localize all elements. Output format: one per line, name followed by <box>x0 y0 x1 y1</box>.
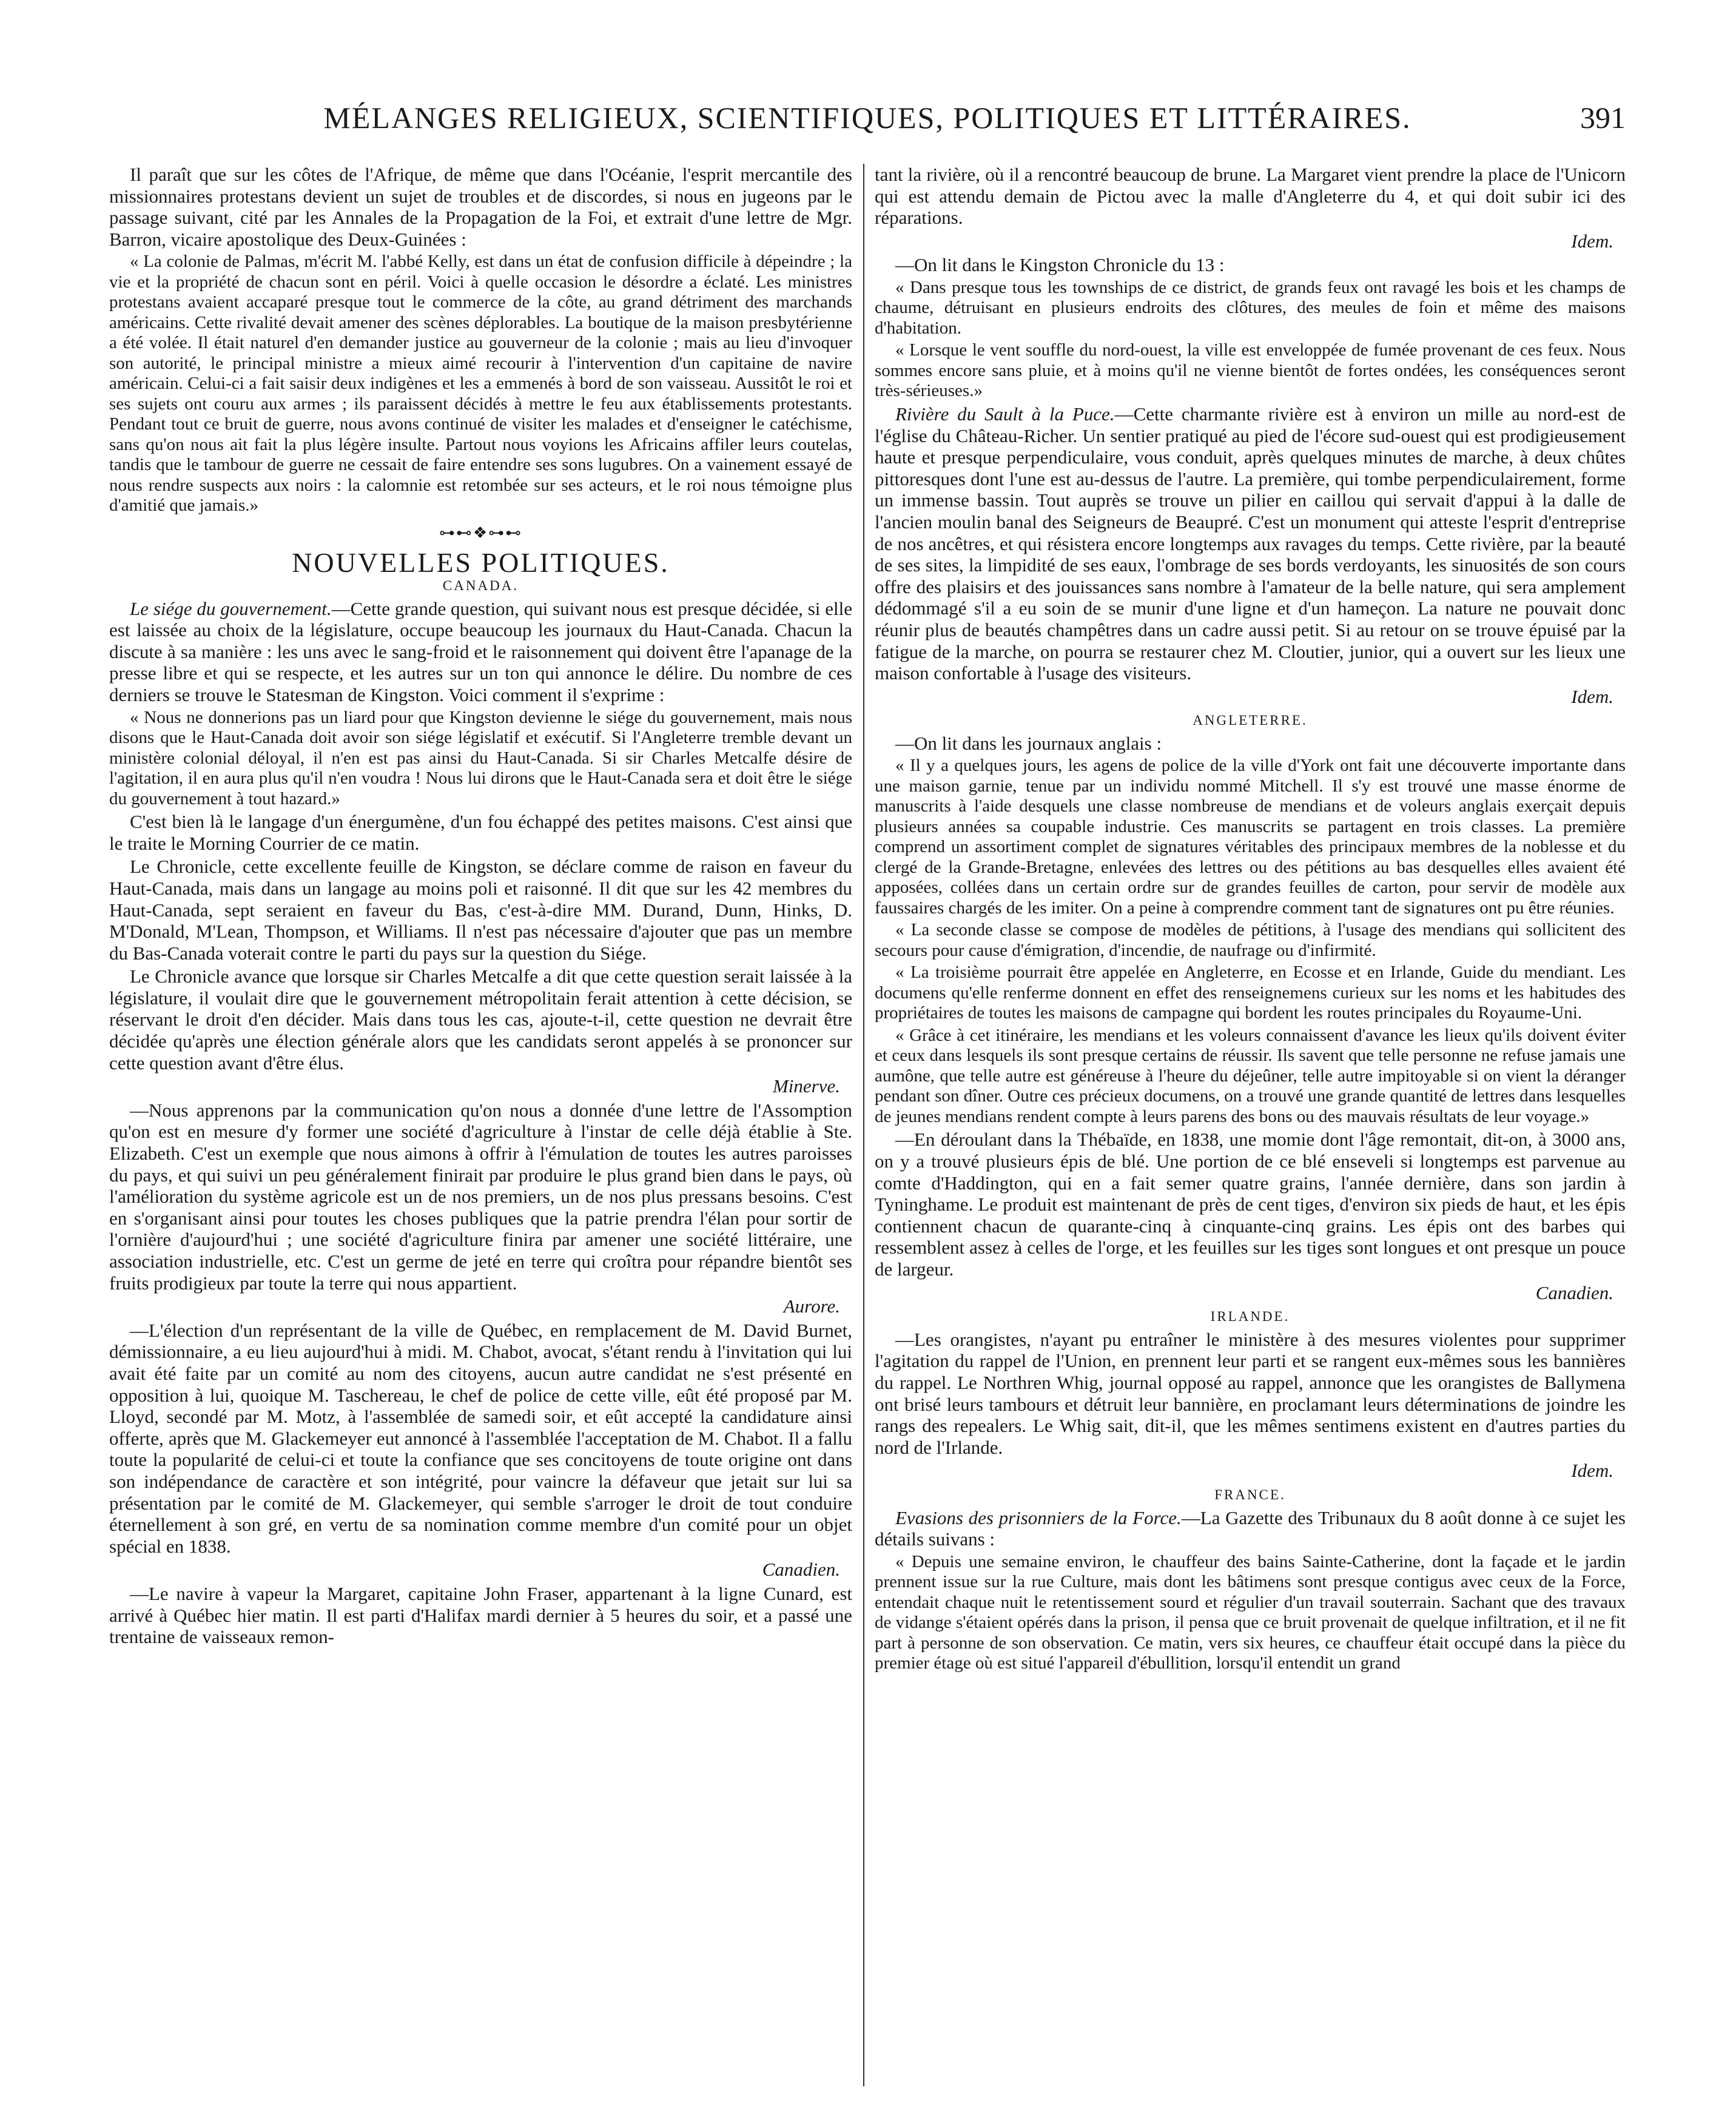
paragraph: tant la rivière, où il a rencontré beaucoup de brune. La Margaret vient prendre la place de l'Unicorn qui est attendu demain de Pictou avec la malle d'Angleterre du 4, et qui doit subir ici des réparations. <box>875 164 1626 229</box>
column-rule <box>863 164 864 2086</box>
source-signature: Canadien. <box>1535 1282 1613 1303</box>
paragraph <box>875 1507 1626 1550</box>
paragraph: —Nous apprenons par la communication qu'on nous a donnée d'une lettre de l'Assomption qu'on est en mesure d'y former une société d'agriculture à l'instar de celle déjà établie à Ste. Elizabeth. C'est un exemple que nous aimons à offrir à l'émulation de toutes les autres paroisses du pays, et qui suivi un peu généralement finirait par produire le plus grand bien dans le pays, où l'amélioration du système agricole est un de nos premiers, un de nos plus pressans besoins. C'est en s'organisant ainsi pour toutes les choses publiques que la patrie prendra l'élan pour sortir de l'ornière d'aujourd'hui ; une société d'agriculture finira par amener une société littéraire, une association industrielle, etc. C'est un germe de jeté en terre qui croîtra pour répandre bientôt ses fruits prodigieux par toute la terre qui nous appartient. <box>109 1099 852 1294</box>
quote-paragraph: « Dans presque tous les townships de ce district, de grands feux ont ravagé les bois et les champs de chaume, détruisant en plusieurs endroits des clôtures, des meules de foin et même des maisons d'habitation. <box>875 277 1626 338</box>
source-signature: Idem. <box>1571 1460 1613 1482</box>
paragraph-body: —La Gazette des Tribunaux du 8 août donne à ce sujet les détails suivans : <box>875 1507 1626 1550</box>
paragraph: C'est bien là le langage d'un énergumène, d'un fou échappé des petites maisons. C'est ainsi que le traite le Morning Courrier de ce matin. <box>109 811 852 854</box>
paragraph: Le Chronicle avance que lorsque sir Charles Metcalfe a dit que cette question serait laissée à la législature, il voulait dire que le gouvernement métropolitain ferait attention à cette décision, se réservant le droit d'en décider. Mais dans tous les cas, ajoute-t-il, cette question ne devrait être décidée qu'après une élection générale alors que les candidats seront appelés à se prononcer sur cette question avant d'être élus. <box>109 966 852 1073</box>
subhead-canada: CANADA. <box>442 578 519 594</box>
paragraph-lead: Rivière du Sault à la Puce. <box>895 403 1115 425</box>
quote-paragraph: « Lorsque le vent souffle du nord-ouest, la ville est enveloppée de fumée provenant de ces feux. Nous sommes encore sans pluie, et à moins qu'il ne vienne bientôt de fortes ondées, les conséquences seront très-sérieuses.» <box>875 340 1626 401</box>
paragraph: —On lit dans les journaux anglais : <box>895 732 1162 754</box>
quote-paragraph: « La colonie de Palmas, m'écrit M. l'abbé Kelly, est dans un état de confusion difficile à dépeindre ; la vie et la propriété de chacun sont en péril. Voici à quelle occasion le désordre a éclaté. Les ministres protestans avaient accaparé presque tout le commerce de la côte, au grand détriment des marchands américains. Cette rivalité devait amener des scènes déplorables. La boutique de la maison presbytérienne a été volée. Il était naturel d'en demander justice au gouverneur de la colonie ; mais au lieu d'invoquer son autorité, le principal ministre a mieux aimé recourir à l'intervention d'un capitaine de navire américain. Celui-ci a fait saisir deux indigènes et les a emmenés à bord de son vaisseau. Aussitôt le roi et ses sujets ont couru aux armes ; ils paraissent décidés à mettre le feu aux établissements protestants. Pendant tout ce bruit de guerre, nous avons continué de visiter les malades et d'enseigner le catéchisme, sans qu'on nous ait fait la plus légère insulte. Partout nous voyions les Africains affiler leurs coutelas, tandis que le tambour de guerre ne cessait de faire entendre ses sons lugubres. On a vainement essayé de nous rendre suspects aux noirs : la calomnie est retombée sur ses acteurs, et le roi nous témoigne plus d'amitié que jamais.» <box>109 252 852 516</box>
running-title: MÉLANGES RELIGIEUX, SCIENTIFIQUES, POLITIQUES ET LITTÉRAIRES. <box>323 101 1411 135</box>
paragraph-lead: Evasions des prisonniers de la Force. <box>895 1507 1182 1528</box>
right-column <box>875 164 1626 2086</box>
page-header <box>109 100 1626 143</box>
source-signature: Minerve. <box>772 1075 840 1097</box>
paragraph: Il paraît que sur les côtes de l'Afrique, de même que dans l'Océanie, l'esprit mercantile des missionnaires protestans devient un sujet de troubles et de discordes, si nous en jugeons par le passage suivant, cité par les Annales de la Propagation de la Foi, et extrait d'une lettre de Mgr. Barron, vicaire apostolique des Deux-Guinées : <box>109 164 852 250</box>
source-signature: Aurore. <box>783 1295 840 1317</box>
paragraph: —En déroulant dans la Thébaïde, en 1838, une momie dont l'âge remontait, dit-on, à 3000 ans, on y a trouvé plusieurs épis de blé. Une portion de ce blé enseveli si longtemps est parvenue au comte d'Haddington, qui en a fait semer quatre grains, l'année dernière, dans son jardin à Tyninghame. Le produit est maintenant de près de cent tiges, d'environ six pieds de haut, et les épis contiennent chacun de quarante-cinq à cinquante-cinq grains. Les épis ont des barbes qui ressemblent assez à celles de l'orge, et les feuilles sur les tiges sont longues et ont presque un pouce de largeur. <box>875 1129 1626 1280</box>
quote-paragraph: « La seconde classe se compose de modèles de pétitions, à l'usage des mendians qui sollicitent des secours pour cause d'émigration, d'incendie, de naufrage ou d'infirmité. <box>875 920 1626 960</box>
source-signature: Idem. <box>1571 685 1613 707</box>
page-number: 391 <box>1580 101 1626 135</box>
quote-paragraph: « Nous ne donnerions pas un liard pour que Kingston devienne le siége du gouvernement, mais nous disons que le Haut-Canada doit avoir son siége législatif et exécutif. Si l'Angleterre tremble devant un ministère colonial déloyal, il n'en est pas ainsi du Haut-Canada. Si sir Charles Metcalfe désire de l'agitation, il en aura plus qu'il n'en voudra ! Nous lui dirons que le Haut-Canada sera et doit être le siége du gouvernement à tout hazard.» <box>109 707 852 808</box>
paragraph: —L'élection d'un représentant de la ville de Québec, en remplacement de M. David Burnet, démissionnaire, a eu lieu aujourd'hui à midi. M. Chabot, avocat, s'étant rendu à l'invitation qui lui avait été faite par un comité au nom des citoyens, aucun autre candidat ne s'est présenté en opposition à lui, quoique M. Taschereau, le chef de police de cette ville, eût été proposé par M. Lloyd, secondé par M. Motz, à l'assemblée de samedi soir, et eût accepté la candidature ainsi offerte, après que M. Glackemeyer eut annoncé à l'assemblée l'acceptation de M. Chabot. Il a fallu toute la popularité de celui-ci et toute la confiance que ses concitoyens de toute origine ont dans son indépendance de caractère et son intégrité, pour vaincre la défaveur que jetait sur lui sa présentation par le comité de M. Glackemeyer, qui semble s'arroger le droit de tout conduire éternellement à son gré, en vertu de sa nomination comme membre d'un comité pour un objet spécial en 1838. <box>109 1319 852 1557</box>
quote-paragraph: « La troisième pourrait être appelée en Angleterre, en Ecosse et en Irlande, Guide du mendiant. Les documens qu'elle renferme donnent en effet des renseignemens curieux sur les noms et les habitudes des propriétaires de toutes les maisons de campagne qui bordent les routes principales du Royaume-Uni. <box>875 963 1626 1023</box>
paragraph-body: —Cette charmante rivière est à environ un mille au nord-est de l'église du Château-Richer. Un sentier pratiqué au pied de l'écore sud-ouest qui est prodigieusement haute et presque perpendiculaire, vous conduit, après quelques minutes de marche, à deux chûtes pittoresques dont l'une est au-dessus de l'autre. La première, qui tombe perpendiculairement, forme un immense bassin. Tout auprès se trouve un pilier en caillou qui servait d'appui à la dalle de l'ancien moulin banal des Seigneurs de Beaupré. C'est un monument qui atteste l'esprit d'entreprise de nos ancêtres, et qui résistera encore longtemps aux ravages du temps. Cette rivière, par la beauté de ses sites, la limpidité de ses eaux, l'ombrage de ses bords verdoyants, les sinuosités de son cours offre des plaisirs et des jouissances sans nombre à l'amateur de la belle nature, qui sera amplement dédommagé s'il a eu soin de se munir d'une ligne et d'un hameçon. La nature ne pouvait donc réunir plus de beautés champêtres dans un cadre aussi petit. Si au retour on se trouve épuisé par la fatigue de la marche, on pourra se restaurer chez M. Cloutier, junior, qui a ouvert sur les lieux une maison confortable à l'usage des visiteurs. <box>875 403 1626 684</box>
subhead-france: FRANCE. <box>1214 1487 1286 1502</box>
quote-paragraph: « Grâce à cet itinéraire, les mendians et les voleurs connaissent d'avance les lieux qu'ils doivent éviter et ceux dans lesquels ils sont presque certains de réussir. Ils savent que telle personne ne refuse jamais une aumône, que telle autre est généreuse à l'heure du déjeûner, telle autre impitoyable si on vient la déranger pendant son dîner. Outre ces précieux documens, on a trouvé une grande quantité de lettres dans lesquelles de jeunes mendians rendent compte à leurs parens des bons ou des mauvais résultats de leur voyage.» <box>875 1025 1626 1126</box>
paragraph-body: —Cette grande question, qui suivant nous est presque décidée, si elle est laissée au choix de la législature, occupe beaucoup les journaux du Haut-Canada. Chacun la discute à sa manière : les uns avec le sang-froid et le raisonnement qui doivent être l'apanage de la presse libre et qui se respecte, et les autres sur un ton qui annonce le délire. Du nombre de ces derniers se trouve le Statesman de Kingston. Voici comment il s'exprime : <box>109 597 852 706</box>
paragraph-lead: Le siége du gouvernement. <box>130 597 332 619</box>
source-signature: Idem. <box>1571 230 1613 252</box>
paragraph: —On lit dans le Kingston Chronicle du 13 : <box>895 254 1225 276</box>
paragraph: Le Chronicle, cette excellente feuille de Kingston, se déclare comme de raison en faveur du Haut-Canada, mais dans un langage au moins poli et raisonné. Il dit que sur les 42 membres du Haut-Canada, sept seraient en faveur du Bas, c'est-à-dire MM. Durand, Dunn, Hinks, D. M'Donald, M'Lean, Thompson, et Williams. Il n'est pas nécessaire d'ajouter que pas un membre du Bas-Canada voterait contre le parti du pays sur la question du Siége. <box>109 856 852 964</box>
quote-paragraph: « Depuis une semaine environ, le chauffeur des bains Sainte-Catherine, dont la façade et le jardin prennent issue sur la rue Culture, mais dont les bâtimens sont presque contigus avec ceux de la Force, entendait chaque nuit le retentissement sourd et régulier d'un travail souterrain. Sachant que des travaux de vidange s'étaient opérés dans la prison, il pensa que ce bruit provenait de quelque infiltration, et il ne fit part à personne de son observation. Ce matin, vers six heures, ce chauffeur était occupé dans la pièce du premier étage où est situé l'appareil d'ébullition, lorsqu'il entendit un grand <box>875 1551 1626 1673</box>
paragraph: —Le navire à vapeur la Margaret, capitaine John Fraser, appartenant à la ligne Cunard, est arrivé à Québec hier matin. Il est parti d'Halifax mardi dernier à 5 heures du soir, et a passé une trentaine de vaisseaux remon- <box>109 1582 852 1648</box>
subhead-irlande: IRLANDE. <box>1210 1309 1290 1325</box>
paragraph <box>109 598 852 706</box>
ornament-divider: ⊶⊷❖⊶⊷ <box>439 523 523 542</box>
subhead-angleterre: ANGLETERRE. <box>1193 713 1308 728</box>
paragraph <box>875 403 1626 684</box>
paragraph: —Les orangistes, n'ayant pu entraîner le ministère à des mesures violentes pour supprimer l'agitation du rappel de l'Union, en prennent leur parti et se rangent eux-mêmes sous les bannières du rappel. Le Northren Whig, journal opposé au rappel, annonce que les orangistes de Ballymena ont brisé leurs tambours et détruit leur bannière, en proclamant leurs déterminations de joindre les rangs des repealers. Le Whig sait, dit-il, que les mêmes sentimens existent en d'autres parties du nord de l'Irlande. <box>875 1328 1626 1458</box>
source-signature: Canadien. <box>762 1559 840 1581</box>
quote-paragraph: « Il y a quelques jours, les agens de police de la ville d'York ont fait une découverte importante dans une maison garnie, tenue par un individu nommé Mitchell. Il s'y est trouvé une masse énorme de manuscrits à l'aide desquels une classe nombreuse de mendians et de voleurs anglais exerçait depuis plusieurs années sa coupable industrie. Ces manuscrits se partagent en trois classes. La première comprend un assortiment complet de signatures véritables des principaux membres de la noblesse et du clergé de la Grande-Bretagne, enlevées des lettres ou des pétitions au bas desquelles elles avaient été apposées, collées dans un certain ordre sur de grandes feuilles de carton, pour servir de modèle aux faussaires chargés de les imiter. On a peine à comprendre comment tant de signatures ont pu être réunies. <box>875 756 1626 918</box>
section-title: NOUVELLES POLITIQUES. <box>292 547 670 579</box>
left-column <box>109 164 852 2086</box>
